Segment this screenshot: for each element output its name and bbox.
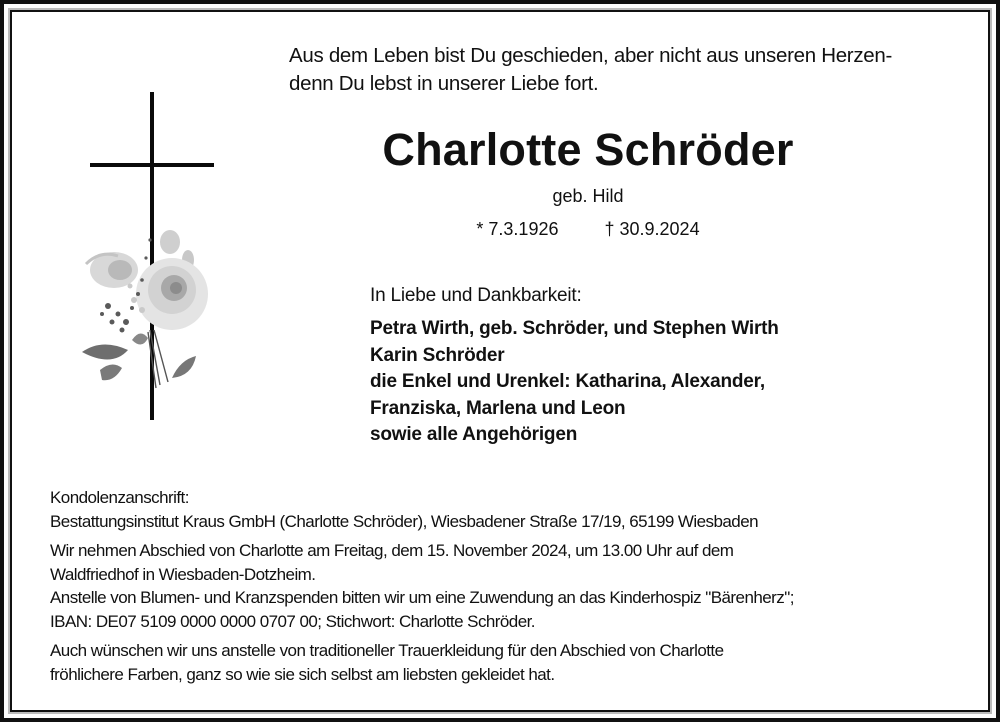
mourners-intro: In Liebe und Dankbarkeit: <box>370 285 582 306</box>
mourner-line: Franziska, Marlena und Leon <box>370 397 626 419</box>
mourner-line: sowie alle Angehörigen <box>370 424 578 445</box>
mourner-line: die Enkel und Urenkel: Katharina, Alexander, <box>370 371 765 392</box>
farewell-paragraph <box>50 539 970 633</box>
deceased-name: Charlotte Schröder <box>382 124 794 175</box>
mourner-line: Petra Wirth, geb. Schröder, und Stephen Wirth <box>370 318 779 339</box>
funeral-info <box>50 486 970 686</box>
farewell-line: Wir nehmen Abschied von Charlotte am Freitag, dem 15. November 2024, um 13.00 Uhr auf dem <box>50 541 734 560</box>
maiden-name: geb. Hild <box>552 186 624 206</box>
condolence-address: Bestattungsinstitut Kraus GmbH (Charlotte Schröder), Wiesbadener Straße 17/19, 65199 Wiesbaden <box>50 511 759 531</box>
birth-date: * 7.3.1926 <box>476 219 559 239</box>
donation-line: Anstelle von Blumen- und Kranzspenden bitten wir um eine Zuwendung an das Kinderhospiz "Bärenherz"; <box>50 588 794 607</box>
motto-line: Aus dem Leben bist Du geschieden, aber nicht aus unseren Herzen- <box>289 44 893 67</box>
motto-verse <box>289 42 892 98</box>
condolence-label: Kondolenzanschrift: <box>50 488 189 507</box>
iban-line: IBAN: DE07 5109 0000 0000 0707 00; Stichwort: Charlotte Schröder. <box>50 611 535 631</box>
death-date: † 30.9.2024 <box>604 219 700 239</box>
mourners-list <box>370 316 779 449</box>
life-dates <box>0 219 1000 240</box>
mourner-line: Karin Schröder <box>370 344 505 366</box>
motto-line: denn Du lebst in unserer Liebe fort. <box>289 72 599 95</box>
dress-code-paragraph <box>50 639 970 686</box>
dress-line: Auch wünschen wir uns anstelle von traditioneller Trauerkleidung für den Abschied von Charlotte <box>50 641 724 660</box>
dress-line: fröhlichere Farben, ganz so wie sie sich selbst am liebsten gekleidet hat. <box>50 664 555 684</box>
farewell-line: Waldfriedhof in Wiesbaden-Dotzheim. <box>50 564 316 584</box>
